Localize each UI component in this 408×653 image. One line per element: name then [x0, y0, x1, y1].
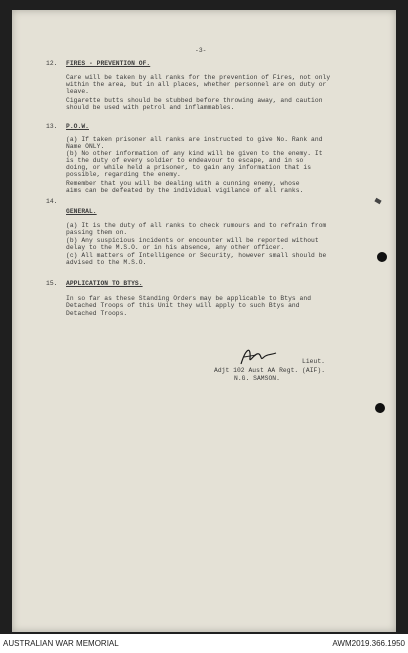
- section-number: 13.: [46, 123, 58, 130]
- signatory-name: N.G. SAMSON.: [234, 375, 280, 382]
- signatory-rank: Lieut.: [302, 358, 325, 365]
- text-line: (a) If taken prisoner all ranks are instructed to give No. Rank and: [66, 136, 323, 143]
- section-number: 14.: [46, 198, 58, 205]
- section-number: 12.: [46, 60, 58, 67]
- section-heading: GENERAL.: [66, 208, 97, 215]
- text-line: Detached Troops.: [66, 310, 128, 317]
- text-line: Detached Troops of this Unit they will apply to such Btys and: [66, 302, 300, 309]
- text-line: delay to the M.S.O. or in his absence, any other officer.: [66, 244, 285, 251]
- footer-accession-number: AWM2019.366.1950: [332, 639, 405, 648]
- footer-institution: AUSTRALIAN WAR MEMORIAL: [3, 639, 119, 648]
- handwritten-signature: [238, 344, 278, 368]
- text-line: (c) All matters of Intelligence or Security, however small should be: [66, 252, 327, 259]
- text-line: Care will be taken by all ranks for the prevention of Fires, not only: [66, 74, 331, 81]
- document-page: [12, 10, 396, 632]
- text-line: Name ONLY.: [66, 143, 105, 150]
- text-line: possible, regarding the enemy.: [66, 171, 181, 178]
- punch-hole: [377, 252, 387, 262]
- punch-hole: [375, 403, 385, 413]
- text-line: passing them on.: [66, 229, 128, 236]
- signatory-appointment: Adjt 102 Aust AA Regt. (AIF).: [214, 367, 326, 374]
- document-body: [12, 10, 396, 632]
- text-line: Cigarette butts should be stubbed before throwing away, and caution: [66, 97, 323, 104]
- section-heading: FIRES - PREVENTION OF.: [66, 60, 151, 67]
- text-line: leave.: [66, 88, 89, 95]
- section-heading: P.O.W.: [66, 123, 89, 130]
- archive-footer: [0, 634, 408, 653]
- text-line: (a) It is the duty of all ranks to check rumours and to refrain from: [66, 222, 327, 229]
- ink-mark: [374, 198, 381, 204]
- text-line: should be used with petrol and inflammables.: [66, 104, 235, 111]
- text-line: In so far as these Standing Orders may be applicable to Btys and: [66, 295, 312, 302]
- text-line: (b) No other information of any kind will be given to the enemy. It: [66, 150, 323, 157]
- text-line: is the duty of every soldier to endeavour to escape, and in so: [66, 157, 304, 164]
- text-line: doing, or while held a prisoner, to gain any information that is: [66, 164, 312, 171]
- section-heading: APPLICATION TO BTYS.: [66, 280, 143, 287]
- text-line: (b) Any suspicious incidents or encounter will be reported without: [66, 237, 319, 244]
- text-line: aims can be defeated by the individual vigilance of all ranks.: [66, 187, 304, 194]
- text-line: Remember that you will be dealing with a cunning enemy, whose: [66, 180, 300, 187]
- text-line: advised to the M.S.O.: [66, 259, 147, 266]
- page-number: -3-: [195, 47, 207, 54]
- section-number: 15.: [46, 280, 58, 287]
- text-line: within the area, but in all places, whether personnel are on duty or: [66, 81, 327, 88]
